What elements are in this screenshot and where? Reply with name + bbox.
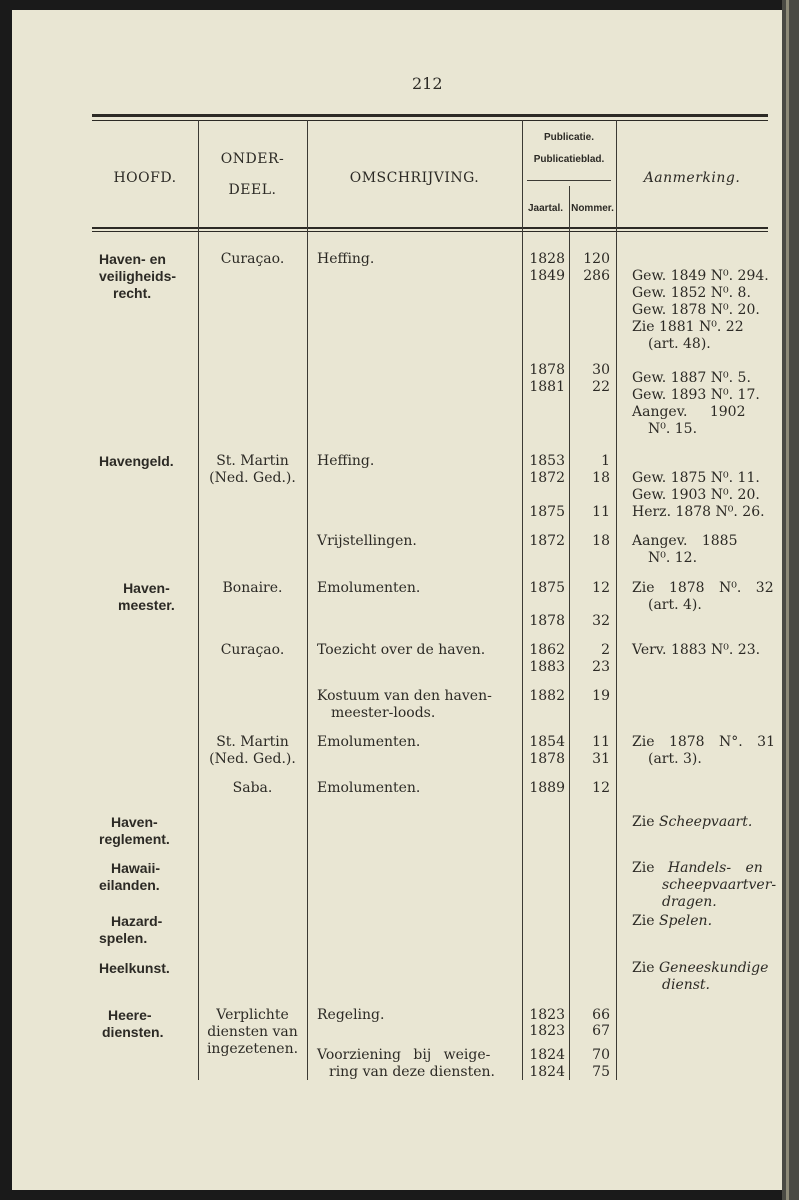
jaartal-cell: 1872 xyxy=(529,470,565,486)
header-onderdeel-line1: ONDER- xyxy=(220,151,285,167)
aanmerking-6: Verv. 1883 N⁰. 23. xyxy=(632,642,761,658)
onderdeel-st-martin-1: St. Martin (Ned. Ged.). xyxy=(209,453,296,486)
aanmerking-2: Gew. 1887 N⁰. 5. Gew. 1893 N⁰. 17. Aangev. 1902 N⁰. 15. xyxy=(632,370,760,437)
aanmerking-5: Zie 1878 N⁰. 32 (art. 4). xyxy=(632,580,774,613)
jaartal-cell: 1823 xyxy=(529,1023,565,1039)
hoofd-havengeld: Havengeld. xyxy=(99,453,174,469)
aanmerking-scheepvaart: Zie Scheepvaart. xyxy=(632,814,753,830)
jaartal-cell: 1875 xyxy=(529,580,565,596)
jaartal-cell: 1882 xyxy=(529,688,565,704)
nommer-cell: 18 xyxy=(592,470,610,486)
header-rule-thin xyxy=(92,231,768,232)
omschrijving-vrijstellingen: Vrijstellingen. xyxy=(317,533,417,549)
nommer-cell: 67 xyxy=(592,1023,610,1039)
aanmerking-3: Gew. 1875 N⁰. 11. Gew. 1903 N⁰. 20. Herz. 1878 N⁰. 26. xyxy=(632,470,765,520)
hoofd-havenmeester: Haven- meester. xyxy=(118,580,175,613)
page-edge-shadow xyxy=(782,0,799,1200)
nommer-cell: 30 xyxy=(592,362,610,378)
hoofd-havenreglement: Haven- reglement. xyxy=(99,814,170,847)
hoofd-heelkunst: Heelkunst. xyxy=(99,960,170,976)
top-rule xyxy=(92,114,768,117)
header-rule xyxy=(92,227,768,229)
nommer-cell: 32 xyxy=(592,613,610,629)
header-jaartal: Jaartal. xyxy=(527,203,564,214)
column-divider-2 xyxy=(307,120,308,1080)
nommer-cell: 66 xyxy=(592,1007,610,1023)
nommer-cell: 12 xyxy=(592,780,610,796)
header-hoofd: HOOFD. xyxy=(113,170,177,186)
header-publicatieblad: Publicatieblad. xyxy=(533,154,605,165)
onderdeel-curacao-1: Curaçao. xyxy=(220,251,285,267)
publicatie-underline xyxy=(527,180,611,181)
nommer-cell: 23 xyxy=(592,659,610,675)
nommer-cell: 70 xyxy=(592,1047,610,1063)
jaartal-cell: 1881 xyxy=(529,379,565,395)
omschrijving-emolumenten-2: Emolumenten. xyxy=(317,734,421,750)
nommer-cell: 19 xyxy=(592,688,610,704)
header-aanmerking: Aanmerking. xyxy=(643,170,741,186)
page-number: 212 xyxy=(412,74,443,93)
aanmerking-handels: Zie Handels- en scheepvaartver- dragen. xyxy=(632,860,777,910)
jaartal-cell: 1889 xyxy=(529,780,565,796)
jaartal-cell: 1849 xyxy=(529,268,565,284)
omschrijving-heffing-1: Heffing. xyxy=(317,251,375,267)
nommer-cell: 31 xyxy=(592,751,610,767)
top-rule-thin xyxy=(92,120,768,121)
jaartal-cell: 1853 xyxy=(529,453,565,469)
hoofd-heerediensten: Heere- diensten. xyxy=(102,1007,164,1040)
jaartal-cell: 1824 xyxy=(529,1047,565,1063)
omschrijving-emolumenten-1: Emolumenten. xyxy=(317,580,421,596)
jaartal-cell: 1828 xyxy=(529,251,565,267)
omschrijving-emolumenten-3: Emolumenten. xyxy=(317,780,421,796)
jaartal-cell: 1878 xyxy=(529,751,565,767)
aanmerking-geneeskundige: Zie Geneeskundige dienst. xyxy=(632,960,769,993)
header-nommer: Nommer. xyxy=(571,203,614,214)
aanmerking-7: Zie 1878 N°. 31 (art. 3). xyxy=(632,734,775,767)
hoofd-hazardspelen: Hazard- spelen. xyxy=(99,913,163,946)
onderdeel-st-martin-2: St. Martin (Ned. Ged.). xyxy=(209,734,296,767)
omschrijving-voorziening: Voorziening bij weige- ring van deze diensten. xyxy=(317,1047,495,1080)
jaartal-cell: 1823 xyxy=(529,1007,565,1023)
column-divider-5 xyxy=(616,120,617,1080)
jaartal-cell: 1862 xyxy=(529,642,565,658)
aanmerking-4: Aangev. 1885 N⁰. 12. xyxy=(632,533,738,566)
jaartal-cell: 1883 xyxy=(529,659,565,675)
jaartal-cell: 1878 xyxy=(529,362,565,378)
omschrijving-heffing-2: Heffing. xyxy=(317,453,375,469)
onderdeel-saba: Saba. xyxy=(232,780,273,796)
header-omschrijving: OMSCHRIJVING. xyxy=(349,170,480,186)
nommer-cell: 22 xyxy=(592,379,610,395)
hoofd-haven-veiligheidsrecht: Haven- en veiligheids- recht. xyxy=(99,251,177,301)
jaartal-cell: 1872 xyxy=(529,533,565,549)
hoofd-hawaii-eilanden: Hawaii- eilanden. xyxy=(99,860,161,893)
aanmerking-spelen: Zie Spelen. xyxy=(632,913,713,929)
header-publicatie: Publicatie. xyxy=(543,132,594,143)
scanned-page xyxy=(12,10,782,1190)
jaartal-cell: 1878 xyxy=(529,613,565,629)
onderdeel-bonaire: Bonaire. xyxy=(222,580,283,596)
nommer-cell: 120 xyxy=(583,251,610,267)
jaartal-cell: 1875 xyxy=(529,504,565,520)
column-divider-4 xyxy=(569,186,570,1080)
onderdeel-verplichte-diensten: Verplichte diensten van ingezetenen. xyxy=(206,1007,299,1057)
nommer-cell: 11 xyxy=(592,734,610,750)
nommer-cell: 2 xyxy=(601,642,610,658)
jaartal-cell: 1854 xyxy=(529,734,565,750)
omschrijving-regeling: Regeling. xyxy=(317,1007,385,1023)
omschrijving-toezicht: Toezicht over de haven. xyxy=(317,642,486,658)
aanmerking-1: Gew. 1849 N⁰. 294. Gew. 1852 N⁰. 8. Gew. 1878 N⁰. 20. Zie 1881 N⁰. 22 (art. 48). xyxy=(632,268,769,352)
nommer-cell: 75 xyxy=(592,1064,610,1080)
omschrijving-kostuum: Kostuum van den haven- meester-loods. xyxy=(317,688,492,721)
nommer-cell: 12 xyxy=(592,580,610,596)
nommer-cell: 18 xyxy=(592,533,610,549)
jaartal-cell: 1824 xyxy=(529,1064,565,1080)
header-onderdeel-line2: DEEL. xyxy=(228,182,277,198)
nommer-cell: 1 xyxy=(601,453,610,469)
onderdeel-curacao-2: Curaçao. xyxy=(220,642,285,658)
nommer-cell: 11 xyxy=(592,504,610,520)
nommer-cell: 286 xyxy=(583,268,610,284)
